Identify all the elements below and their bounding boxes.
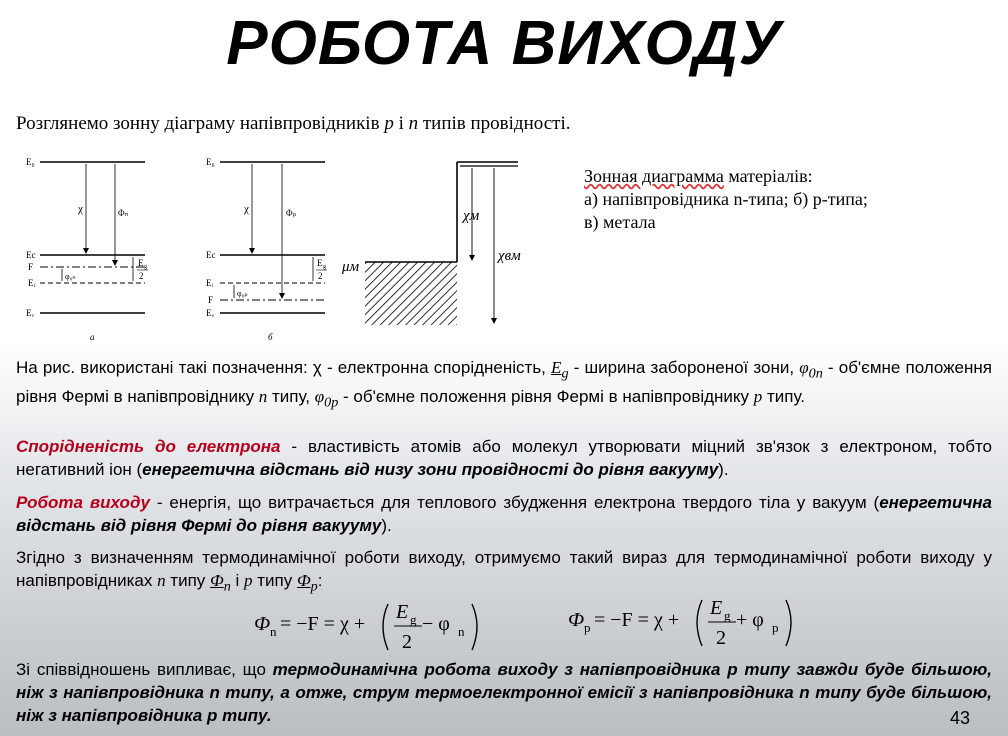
formula-n [250, 596, 490, 656]
c-chivm-label: χвм [498, 248, 521, 264]
a-chi-label: χ [78, 203, 83, 215]
b-eg-label: E [317, 258, 323, 268]
diagram-b [206, 157, 327, 342]
svg-text:E: E [396, 601, 409, 623]
svg-text:g: g [410, 612, 417, 627]
conclusion-paragraph: Зі співвідношень випливає, що термодинамічна робота виходу з напівпровідника p типу завжди буде більшою, ніж з напівпровідника n типу, а отже, струм термоелектронної емісії з напівпровідника n типу буде більшою, ніж з напівпровідника p типу. [16, 660, 992, 725]
b-f-label: F [208, 295, 214, 305]
svg-text:2: 2 [318, 271, 323, 281]
svg-text:Ф: Ф [254, 613, 271, 635]
svg-text:+ φ: + φ [736, 609, 764, 631]
a-e0-label: E₀ [26, 157, 35, 167]
a-ec-label: Eс [26, 250, 36, 260]
svg-text:g: g [724, 608, 731, 623]
svg-text:− φ: − φ [422, 613, 450, 635]
svg-text:p: p [772, 620, 779, 635]
svg-text:2: 2 [402, 631, 412, 653]
svg-text:2: 2 [716, 627, 726, 649]
work-function-paragraph: Робота виходу - енергія, що витрачається для теплового збудження електрона твердого тіла у вакуум (енергетична відстань від рівня Фермі до рівня вакууму). [16, 493, 993, 535]
a-f-label: F [28, 262, 34, 272]
intro-text: Розглянемо зонну діаграму напівпровідників p і n типів провідності. [16, 113, 571, 134]
svg-text:n: n [270, 624, 277, 639]
b-ec-label: Eс [206, 250, 216, 260]
svg-text:= −F = χ +: = −F = χ + [280, 613, 366, 635]
svg-text:g: g [323, 264, 326, 270]
a-letter: а [90, 332, 95, 342]
slide-title: РОБОТА ВИХОДУ [226, 9, 782, 78]
diagram-a [26, 157, 148, 342]
svg-text:Ф: Ф [568, 609, 585, 631]
b-ev-label: Eᵥ [206, 308, 215, 318]
diagram-caption: Зонная диаграмма матеріалів: а) напівпровідника n-типа; б) p-типа; в) метала [584, 166, 868, 232]
a-eg-label: E [138, 258, 144, 268]
c-mu-label: μм [342, 259, 360, 275]
formula-p [564, 592, 804, 652]
svg-text:E: E [710, 597, 723, 619]
b-letter: б [268, 332, 273, 342]
band-diagrams [20, 150, 540, 350]
work-function-term: Робота виходу [16, 493, 150, 512]
svg-text:2: 2 [139, 271, 144, 281]
b-chi-label: χ [244, 203, 249, 215]
b-phi0-label: φ₀ₚ [237, 289, 248, 298]
b-ei-label: Eᵢ [206, 278, 213, 288]
a-phi0-label: φ₀ₙ [65, 272, 76, 281]
c-chi-label: χм [463, 208, 480, 224]
affinity-term: Спорідненість до електрона [16, 437, 281, 456]
svg-text:= −F = χ +: = −F = χ + [594, 609, 680, 631]
svg-text:p: p [584, 620, 591, 635]
affinity-paragraph: Спорідненість до електрона - властивість атомів або молекул утворювати міцний зв'язок з електроном, тобто негативний іон (енергетична відстань від низу зони провідності до рівня вакууму). [16, 437, 992, 479]
svg-text:n: n [458, 624, 465, 639]
a-phi-label: Φₙ [118, 208, 129, 218]
page-number: 43 [949, 708, 970, 728]
notation-paragraph: На рис. використані такі позначення: χ - електронна спорідненість, $E_g$ - ширина забороненої зони, $\varphi_{0n}$ - об'ємне положення рівня Фермі в напівпровіднику n типу, $\varphi_{0p}$ - об'ємне положення рівня Фермі в напівпровіднику p типу. [16, 358, 992, 411]
derivation-paragraph: Згідно з визначенням термодинамічної роботи виходу, отримуємо такий вираз для термодинамічної роботи виходу у напівпровідниках n типу $Ф_n$ і p типу $Ф_p$: [16, 548, 992, 595]
b-phi-label: Φₚ [286, 208, 297, 218]
a-ei-label: Eᵢ [28, 278, 35, 288]
diagram-c [341, 162, 521, 325]
b-e0-label: E₀ [206, 157, 215, 167]
a-ev-label: Eᵥ [26, 308, 35, 318]
svg-text:g: g [144, 264, 147, 270]
